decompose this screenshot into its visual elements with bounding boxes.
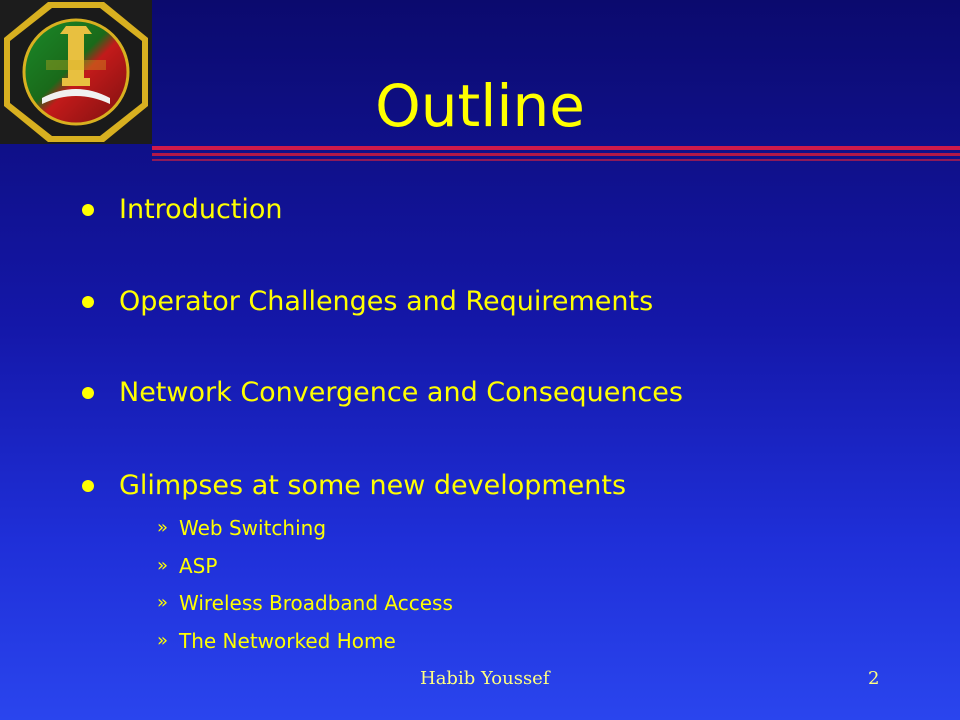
title-divider-line bbox=[152, 159, 960, 161]
bullet-dot-icon bbox=[82, 387, 94, 399]
slide-title: Outline bbox=[375, 72, 585, 140]
sub-bullet-marker-icon: » bbox=[157, 517, 169, 538]
sub-bullet-text: Web Switching bbox=[179, 516, 327, 540]
bullet-dot-icon bbox=[82, 296, 94, 308]
sub-bullet-marker-icon: » bbox=[157, 555, 169, 576]
sub-bullet-text: Wireless Broadband Access bbox=[179, 591, 453, 615]
sub-bullet-marker-icon: » bbox=[157, 630, 169, 651]
footer-author: Habib Youssef bbox=[420, 668, 550, 689]
title-divider-line bbox=[152, 153, 960, 156]
sub-bullet-text: The Networked Home bbox=[179, 629, 396, 653]
sub-bullet-text: ASP bbox=[179, 554, 218, 578]
bullet-item-text: Introduction bbox=[119, 194, 283, 225]
sub-bullet-marker-icon: » bbox=[157, 592, 169, 613]
bullet-item-text: Glimpses at some new developments bbox=[119, 470, 627, 501]
bullet-dot-icon bbox=[82, 480, 94, 492]
bullet-item-text: Operator Challenges and Requirements bbox=[119, 286, 654, 317]
title-divider-line bbox=[152, 146, 960, 150]
page-number: 2 bbox=[868, 668, 880, 689]
bullet-item-text: Network Convergence and Consequences bbox=[119, 377, 683, 408]
bullet-dot-icon bbox=[82, 204, 94, 216]
